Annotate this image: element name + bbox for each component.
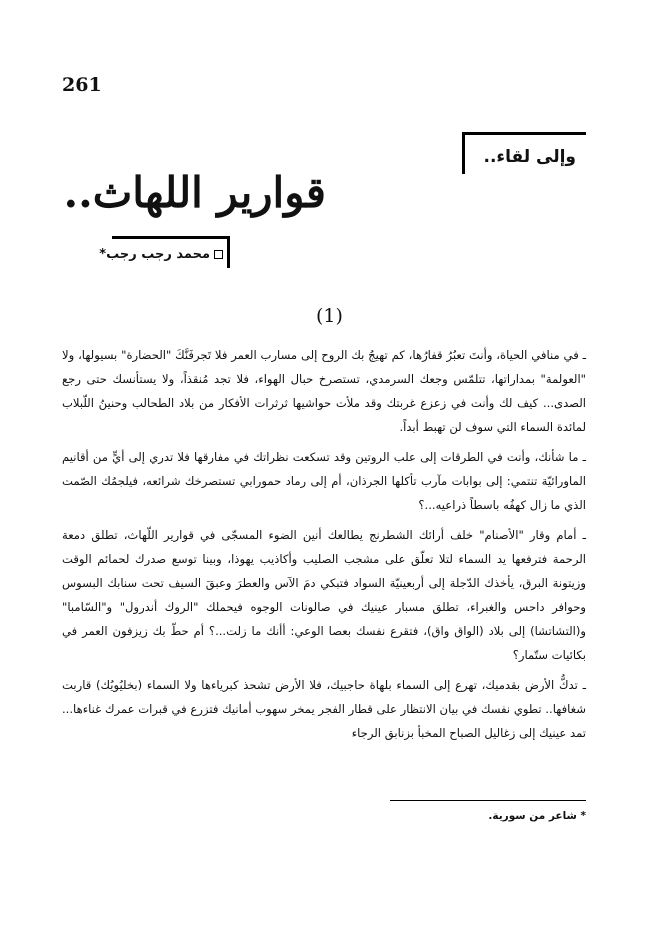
paragraph-3: ـ أمام وقار "الأصنام" خلف أرائك الشطرنج يطالعك أنين الضوء المسجّى في قوارير اللّهاث، تطلق دمعة الرحمة فترفعها يد السماء لتلا تعلّق على مشجب الصليب وأكاذيب يهوذا، وبينا توسع صدرك لحمائم الوقت وزيتونة البرق، يأخذك الدّجلة إلى أربعينيّة السواد فتبكي دمَ الآس والعطرَ وعبقَ السيف تحت سنابك البسوس وحوافر داحس والغبراء، تطلق مسبار عينيك في صالونات الوجوه فيحملك "الروك أندرول" و"السّامبا" و(التشاتشا) إلى بلاد (الواق واق)، فتقرع نفسك بعصا الوعي: أأنك ما زلت...؟ أم حطّ بك زيزفون العمر في بكائيات ستّمار؟: [62, 528, 586, 662]
author-byline: [99, 236, 230, 268]
author-name: محمد رجب رجب*: [99, 247, 210, 262]
page-number: 261: [62, 74, 102, 96]
paragraph-2: ـ ما شأنك، وأنت في الطرقات إلى علب الروتين وقد تسكعت نظراتك في مفارقها فلا تدري إلى أيٍّ من أقانيم الماورائيّة تنتمي: إلى بوابات مآرب تأكلها الجرذان، أم إلى رماد حمورابي تستصرخك شرائعه، فيلجمُك الصّمت الذي ما زال كهفُه باسطاً ذراعيه...؟: [62, 450, 586, 512]
series-title: وإلى لقاء..: [483, 147, 576, 167]
footnote: * شاعر من سورية.: [488, 810, 586, 822]
square-bullet-icon: [214, 250, 223, 259]
page-title: قوارير اللهاث..: [63, 168, 326, 217]
paragraph-4: ـ تدكُّ الأرض بقدميك، تهرع إلى السماء بلهاة حاجبيك، فلا الأرض تشحذ كبرياءها ولا السماء (بخليُويُك) قاربت شغافها.. تطوي نفسك في بيان الانتظار على قطار الفجر يمخر سهوب أمانيك فتزرع في قبرات عمرك غناءها... تمد عينيك إلى زغاليل الصباح المخبأ بزنابق الرجاء: [62, 678, 586, 740]
section-number: (1): [316, 305, 343, 327]
author-line: [99, 247, 223, 262]
series-header: [462, 132, 586, 174]
article-body: [62, 343, 586, 751]
paragraph-1: ـ في منافي الحياة، وأنتَ تعبُرُ قفارُها، كم تهيجُ بك الروح إلى مسارب العمر فلا تَجرفَنَّكَ "الحضارة" بسيولها، ولا "العولمة" بمداراتها، تتلمّس وجعك السرمدي، تستصرخ حبال الهواء، فلا تجد مُنقذاً، ولا يستأنسك حتى رجع الصدى... كيف لك وأنت في زعزع غربتك وقد ملأت حواشيها ثرثرات الأفكار من بلاد الطحالب وحنينُ اللّبلاب لمائدة السماء التي سوف لن تهبط أبداً.: [62, 348, 586, 434]
footnote-divider: [390, 800, 586, 801]
